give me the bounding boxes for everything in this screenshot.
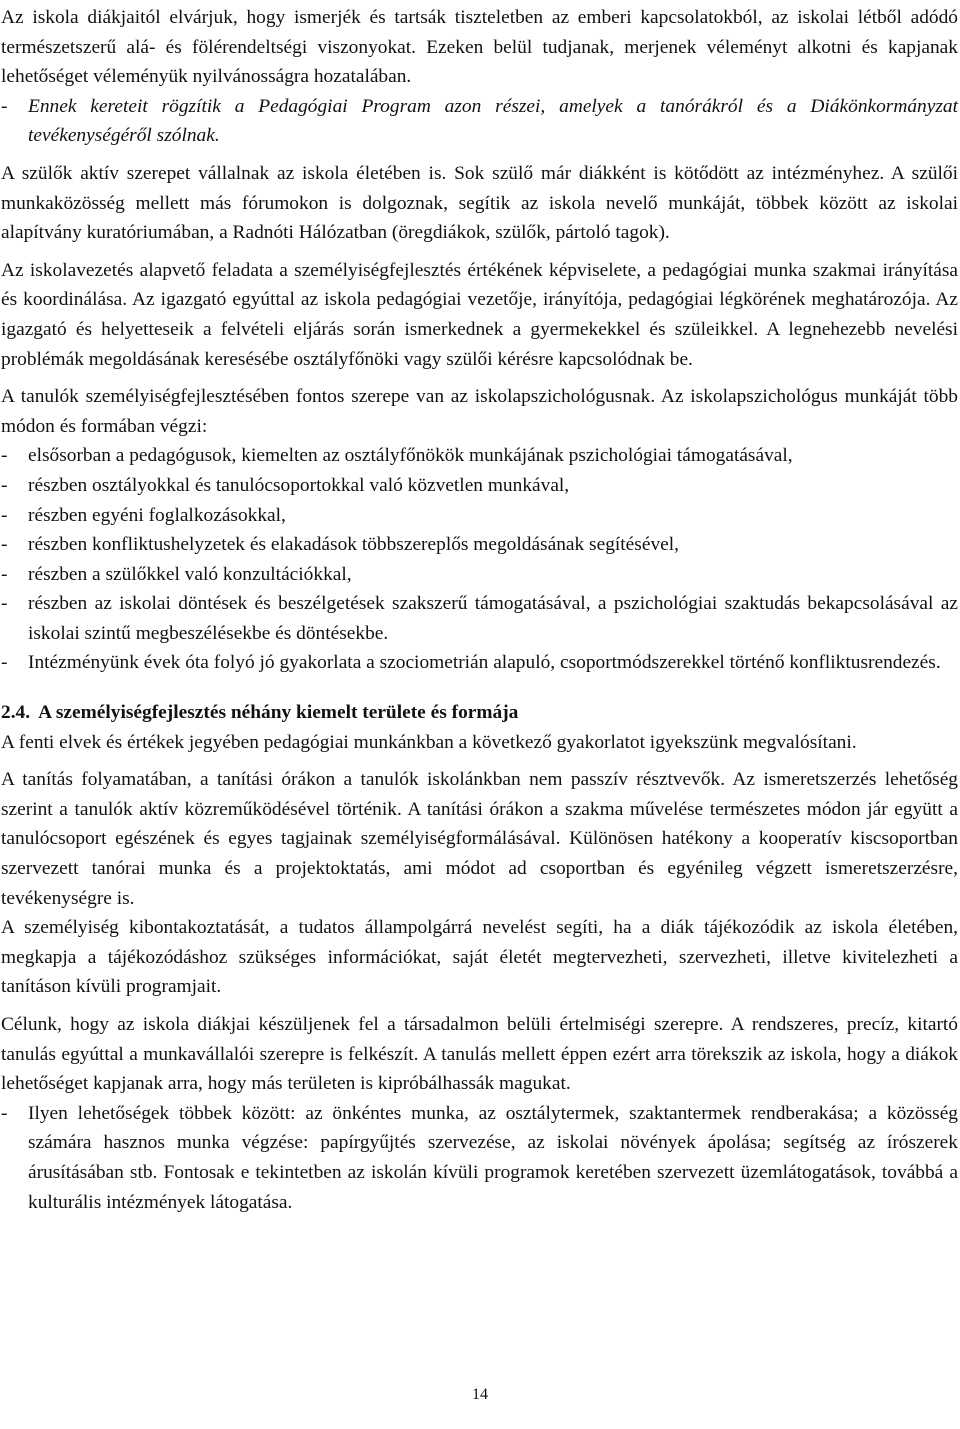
list-item-text: részben a szülőkkel való konzultációkkal, bbox=[28, 563, 352, 585]
paragraph-teaching-process: A tanítás folyamatában, a tanítási órákon a tanulók iskolánkban nem passzív résztvevők. Az ismeretszerzés lehetőség szerint a tanulók aktív közreműködésével történik. A tanítási órákon a szakma művelése természetes módon jár együtt a tanulócsoport egészének és egyes tagjainak személyiségformálásával. Különösen hatékony a kooperatív kiscsoportban szervezett tanórai munka és a projektoktatás, ami módot ad csoportban és egyénileg végzett ismeretszerzésre, tevékenységre is. bbox=[1, 769, 958, 909]
dash-bullet: - bbox=[1, 1102, 8, 1124]
list-item bbox=[1, 560, 958, 590]
section-title: A személyiségfejlesztés néhány kiemelt területe és formája bbox=[38, 702, 519, 724]
section-number: 2.4. bbox=[1, 702, 31, 724]
list-item bbox=[1, 648, 958, 678]
list-item-text: részben egyéni foglalkozásokkal, bbox=[28, 504, 286, 526]
opportunities-list bbox=[1, 1099, 958, 1217]
paragraph-parents-role: A szülők aktív szerepet vállalnak az iskola életében is. Sok szülő már diákként is kötődött az intézményhez. A szülői munkaközösség mellett más fórumokon is dolgoznak, segítik az iskola nevelő munkáját, többek között az iskolai alapítvány kuratóriumában, a Radnóti Hálózatban (öregdiákok, szülők, pártoló tagok). bbox=[1, 162, 958, 244]
dash-bullet: - bbox=[1, 95, 8, 117]
dash-bullet: - bbox=[1, 652, 8, 674]
paragraph-school-leadership: Az iskolavezetés alapvető feladata a személyiségfejlesztés értékének képviselete, a pedagógiai munka szakmai irányítása és koordinálása. Az igazgató egyúttal az iskola pedagógiai vezetője, irányítója, pedagógiai légkörének meghatározója. Az igazgató és helyetteseik a felvételi eljárás során ismerkednek a gyermekekkel és szüleikkel. A legnehezebb nevelési problémák megoldásának keresésébe osztályfőnöki vagy szülői kérésre kapcsolódnak be. bbox=[1, 259, 958, 370]
list-item bbox=[1, 1099, 958, 1217]
psychologist-task-list bbox=[1, 441, 958, 678]
dash-bullet: - bbox=[1, 593, 8, 615]
list-item bbox=[1, 589, 958, 648]
paragraph-practice-intro: A fenti elvek és értékek jegyében pedagógiai munkánkban a következő gyakorlatot igyekszünk megvalósítani. bbox=[1, 731, 857, 753]
list-item-text: elsősorban a pedagógusok, kiemelten az osztályfőnökök munkájának pszichológiai támogatásával, bbox=[28, 445, 793, 467]
dash-bullet: - bbox=[1, 534, 8, 556]
list-item bbox=[1, 501, 958, 531]
list-item-text: részben osztályokkal és tanulócsoportokkal való közvetlen munkával, bbox=[28, 474, 570, 496]
list-item-program-frame bbox=[1, 92, 958, 151]
section-heading bbox=[1, 698, 958, 728]
dash-bullet: - bbox=[1, 563, 8, 585]
list-item bbox=[1, 530, 958, 560]
list-item-text: Intézményünk évek óta folyó jó gyakorlata a szociometrián alapuló, csoportmódszerekkel történő konfliktusrendezés. bbox=[28, 652, 941, 674]
list-item-text: Ennek kereteit rögzítik a Pedagógiai Program azon részei, amelyek a tanórákról és a Diákönkormányzat tevékenységéről szólnak. bbox=[28, 95, 958, 147]
paragraph-school-psychologist: A tanulók személyiségfejlesztésében fontos szerepe van az iskolapszichológusnak. Az iskolapszichológus munkáját több módon és formában végzi: bbox=[1, 386, 958, 437]
page-number: 14 bbox=[472, 1386, 488, 1403]
paragraph-student-expectations: Az iskola diákjaitól elvárjuk, hogy ismerjék és tartsák tiszteletben az emberi kapcsolatokból, az iskolai létből adódó természetszerű alá- és fölérendeltségi viszonyokat. Ezeken belül tudjanak, merjenek véleményt alkotni és kapjanak lehetőséget véleményük nyilvánosságra hozatalában. bbox=[1, 7, 958, 88]
paragraph-personality-development: A személyiség kibontakoztatását, a tudatos állampolgárrá nevelést segíti, ha a diák tájékozódik az iskola életében, megkapja a tájékozódáshoz szükséges információkat, saját életét megtervezheti, szervezheti, illetve kivitelezheti a tanításon kívüli programjait. bbox=[1, 917, 958, 998]
list-item bbox=[1, 471, 958, 501]
list-item-text: részben az iskolai döntések és beszélgetések szakszerű támogatásával, a pszichológiai szaktudás bekapcsolásával az iskolai szintű megbeszélésekbe és döntésekbe. bbox=[28, 593, 958, 644]
paragraph-goals: Célunk, hogy az iskola diákjai készüljenek fel a társadalmon belüli értelmiségi szerepre. A rendszeres, precíz, kitartó tanulás egyúttal a munkavállalói szerepre is felkészít. A tanulás mellett éppen ezért arra törekszik az iskola, hogy a diákok lehetőséget kapjanak arra, hogy más területen is kipróbálhassák magukat. bbox=[1, 1014, 958, 1095]
dash-bullet: - bbox=[1, 474, 8, 496]
dash-bullet: - bbox=[1, 504, 8, 526]
dash-bullet: - bbox=[1, 445, 8, 467]
list-item-text: Ilyen lehetőségek többek között: az önkéntes munka, az osztálytermek, szaktantermek rendberakása; a közösség számára hasznos munka végzése: papírgyűjtés szervezése, az iskolai növények ápolása; segítség az írószerek árusításában stb. Fontosak e tekintetben az iskolán kívüli programok keretében szervezett üzemlátogatások, továbbá a kulturális intézmények látogatása. bbox=[28, 1102, 958, 1213]
list-item bbox=[1, 441, 958, 471]
list-item-text: részben konfliktushelyzetek és elakadások többszereplős megoldásának segítésével, bbox=[28, 534, 679, 556]
document-body bbox=[1, 3, 958, 1217]
